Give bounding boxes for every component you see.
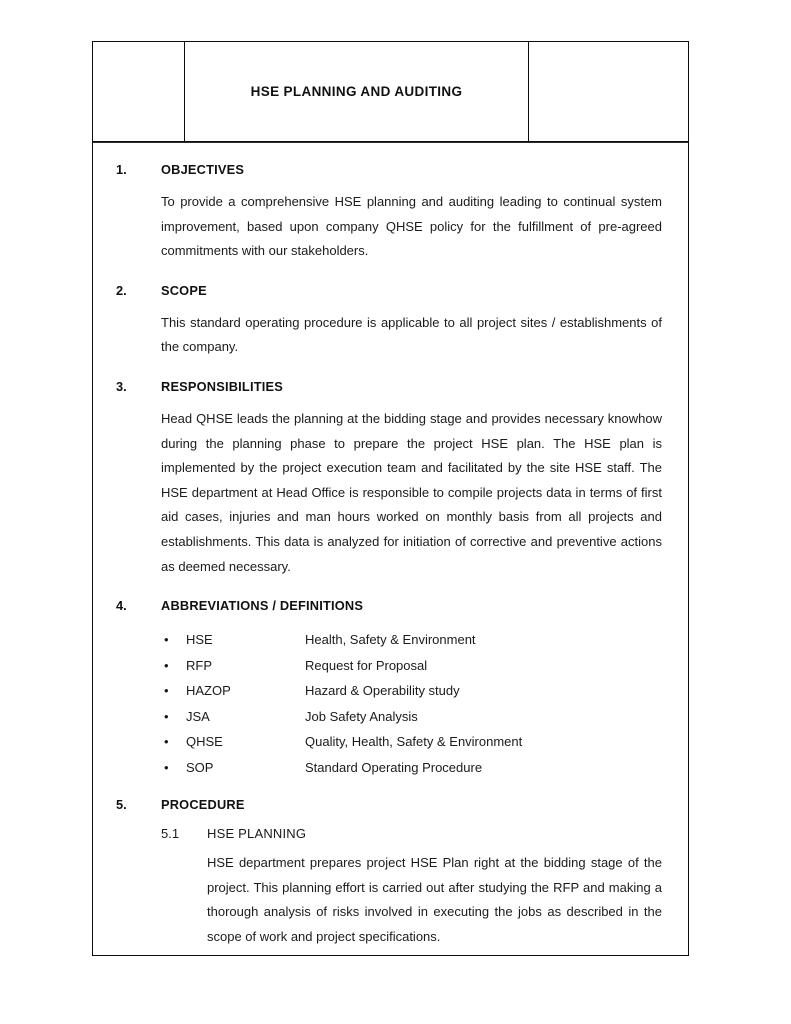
spacer bbox=[92, 264, 675, 283]
subsection-number: 5.1 bbox=[161, 826, 180, 842]
section-number: 4. bbox=[116, 598, 127, 614]
abbreviation-term: JSA bbox=[186, 708, 210, 724]
subsection-title: HSE PLANNING bbox=[207, 826, 307, 842]
list-item bbox=[92, 627, 675, 653]
section-number: 3. bbox=[116, 378, 127, 394]
section-heading bbox=[92, 379, 675, 405]
header-cell-docinfo bbox=[529, 42, 688, 141]
section-heading bbox=[92, 162, 675, 188]
section-procedure bbox=[92, 797, 675, 949]
bullet-icon: • bbox=[164, 759, 169, 775]
document-body-content bbox=[92, 142, 689, 956]
section-number: 2. bbox=[116, 282, 127, 298]
spacer bbox=[92, 360, 675, 379]
section-title: RESPONSIBILITIES bbox=[161, 378, 283, 394]
abbreviation-term: RFP bbox=[186, 657, 212, 673]
list-item bbox=[92, 704, 675, 730]
section-objectives bbox=[92, 162, 675, 264]
abbreviation-term: HSE bbox=[186, 632, 213, 648]
abbreviation-definition: Hazard & Operability study bbox=[305, 683, 460, 699]
header-cell-logo bbox=[93, 42, 185, 141]
section-title: SCOPE bbox=[161, 282, 207, 298]
section-title: PROCEDURE bbox=[161, 797, 245, 813]
document-header-table bbox=[92, 41, 689, 142]
bullet-icon: • bbox=[164, 708, 169, 724]
section-heading bbox=[92, 283, 675, 309]
section-paragraph: To provide a comprehensive HSE planning and auditing leading to continual system improvement, based upon company QHSE policy for the fulfillment of pre-agreed commitments with our stakeholders. bbox=[161, 194, 662, 259]
section-number: 1. bbox=[116, 162, 127, 177]
section-paragraph: Head QHSE leads the planning at the bidding stage and provides necessary knowhow during the planning phase to prepare the project HSE plan. The HSE plan is implemented by the project execution team and facilitated by the site HSE staff. The HSE department at Head Office is responsible to compile projects data in terms of first aid cases, injuries and man hours worked on monthly basis from all projects and establishments. This data is analyzed for initiation of corrective and preventive actions as deemed necessary. bbox=[161, 410, 662, 574]
spacer bbox=[92, 780, 675, 797]
section-abbreviations bbox=[92, 598, 675, 780]
abbreviation-definition: Standard Operating Procedure bbox=[305, 759, 483, 775]
abbreviation-definition: Job Safety Analysis bbox=[305, 708, 418, 724]
bullet-icon: • bbox=[164, 734, 169, 750]
section-title: OBJECTIVES bbox=[161, 162, 245, 177]
section-number: 5. bbox=[116, 797, 127, 813]
bullet-icon: • bbox=[164, 632, 169, 648]
subsection-paragraph: HSE department prepares project HSE Plan right at the bidding stage of the project. This planning effort is carried out after studying the RFP and making a thorough analysis of risks involved in executing the jobs as described in the scope of work and project specifications. bbox=[207, 855, 662, 944]
section-scope bbox=[92, 283, 675, 360]
abbreviations-list bbox=[92, 627, 675, 780]
spacer bbox=[92, 579, 675, 598]
abbreviation-term: SOP bbox=[186, 759, 214, 775]
list-item bbox=[92, 653, 675, 679]
abbreviation-definition: Health, Safety & Environment bbox=[305, 632, 476, 648]
abbreviation-definition: Request for Proposal bbox=[305, 657, 428, 673]
list-item bbox=[92, 729, 675, 755]
bullet-icon: • bbox=[164, 683, 169, 699]
list-item bbox=[92, 678, 675, 704]
section-responsibilities bbox=[92, 379, 675, 579]
section-heading bbox=[92, 797, 675, 823]
section-heading bbox=[92, 598, 675, 624]
abbreviation-term: HAZOP bbox=[186, 683, 231, 699]
header-cell-title bbox=[185, 42, 529, 141]
abbreviation-term: QHSE bbox=[186, 734, 223, 750]
document-title: HSE PLANNING AND AUDITING bbox=[250, 84, 463, 99]
bullet-icon: • bbox=[164, 657, 169, 673]
section-paragraph: This standard operating procedure is applicable to all project sites / establishments of the company. bbox=[161, 314, 662, 355]
abbreviation-definition: Quality, Health, Safety & Environment bbox=[305, 734, 523, 750]
subsection-heading-hse-planning bbox=[92, 826, 675, 851]
list-item bbox=[92, 755, 675, 781]
section-title: ABBREVIATIONS / DEFINITIONS bbox=[161, 598, 364, 614]
